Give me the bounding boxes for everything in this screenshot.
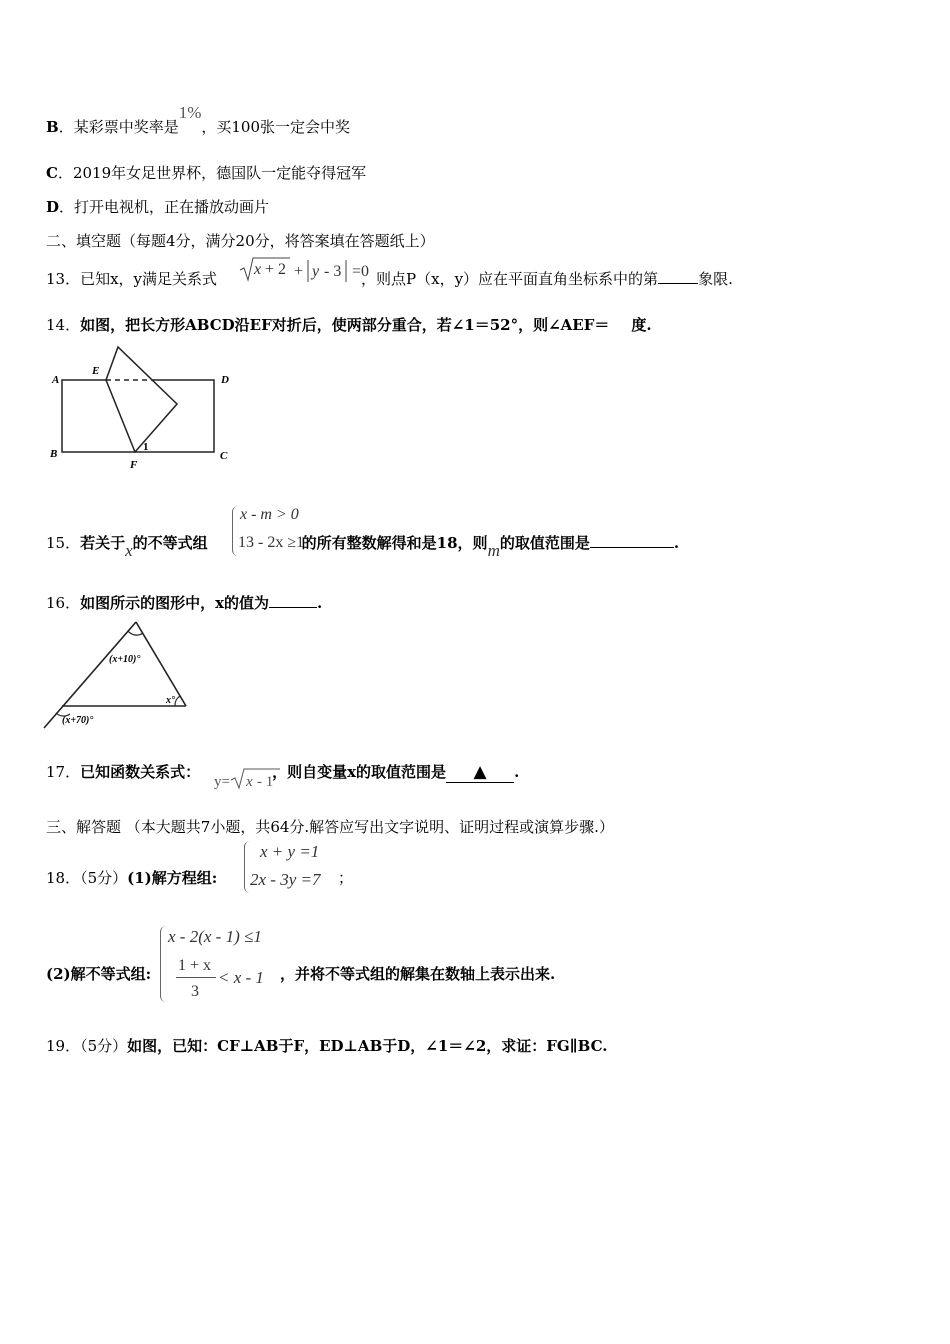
q14-text-a: 如图，把长方形ABCD沿EF对折后，使两部分重合，若∠1＝52°，则∠AEF＝ [80,316,610,334]
q14-number: 14． [46,316,81,334]
svg-text:x: x [246,774,253,790]
q14-rectangle-figure [44,340,244,475]
label-E: E [92,365,100,377]
question-14 [46,314,652,335]
option-b-post: ，买100张一定会中奖 [201,118,351,136]
q15-pre: 若关于 [80,534,126,552]
option-b [46,103,351,137]
q18-eq-1: x + y =1 [260,842,320,861]
option-c [46,162,366,183]
svg-text:- 3: - 3 [324,263,342,280]
q16-text: 如图所示的图形中，x的值为 [80,594,270,612]
svg-text:=0: =0 [352,263,370,280]
q15-post-b: 的取值范围是 [499,534,590,552]
option-d-label: D [46,198,60,216]
question-19 [46,1035,608,1056]
question-18-part-2 [46,963,151,984]
option-d-text: ．打开电视机，正在播放动画片 [59,198,270,216]
q17-formula-drawing [214,762,294,792]
percent-formula: 1% [178,103,202,122]
option-d [46,196,269,217]
q18-ineq-brace [160,926,166,1002]
svg-text:x: x [254,261,262,278]
q16-label-left: (x+70)° [62,715,94,726]
q18-semicolon: ； [338,869,354,887]
q16-end: . [317,594,323,612]
label-angle-1: 1 [143,441,149,453]
q18-part1-label: (1)解方程组: [127,869,218,887]
q16-triangle-figure [44,618,194,733]
svg-text:- 1: - 1 [257,774,274,790]
svg-text:y=: y= [214,774,230,790]
q16-number: 16． [46,594,81,612]
q15-var-x: x [125,541,133,560]
q16-label-top: (x+10)° [109,654,141,665]
q13-answer-blank[interactable] [658,283,698,284]
q15-number: 15． [46,534,81,552]
q15-answer-blank[interactable] [590,547,674,548]
q15-var-m: m [487,541,500,560]
question-18-part-1 [46,867,217,888]
q13-formula-drawing [236,254,386,284]
question-13 [46,268,733,289]
q18-score: （5分） [80,869,128,887]
option-b-label: B [46,118,59,136]
question-15 [46,532,680,560]
q18-part2-post [280,963,555,984]
section-2-title: 二、填空题（每题4分，满分20分，将答案填在答题纸上） [46,232,435,250]
label-D: D [221,374,229,386]
q18-part2-label: (2)解不等式组: [46,965,152,983]
q19-score: （5分） [80,1037,128,1055]
q18-eq-2: 2x - 3y =7 [250,870,321,889]
q16-label-right: x° [166,695,175,706]
q17-number: 17． [46,763,81,781]
q13-pre: 已知x，y满足关系式 [80,270,218,288]
label-B: B [50,448,58,460]
q13-number: 13． [46,270,81,288]
q17-end: . [514,763,520,781]
q15-post-a: 的所有整数解得和是18，则 [301,534,488,552]
q17-answer-triangle[interactable]: ▲ [446,762,514,783]
q18-ineq-1: x - 2(x - 1) ≤1 [168,927,262,946]
q18-frac-den: 3 [191,983,199,1000]
section-3-title: 三、解答题 （本大题共7小题，共64分.解答应写出文字说明、证明过程或演算步骤.） [46,818,614,836]
option-b-pre: ．某彩票中奖率是 [58,118,179,136]
q18-frac-bar [176,977,216,978]
q19-number: 19． [46,1037,81,1055]
q18-frac-rest: < x - 1 [218,968,264,987]
label-F: F [130,459,138,471]
q14-text-b: 度. [631,316,652,334]
option-c-text: ．2019年女足世界杯，德国队一定能夺得冠军 [57,164,367,182]
q18-number: 18． [46,869,81,887]
question-16 [46,592,322,613]
q13-post-b: 象限. [698,270,733,288]
option-c-label: C [46,164,58,182]
q15-post-c: . [673,534,680,552]
q15-mid: 的不等式组 [132,534,208,552]
q17-pre: 已知函数关系式： [80,763,201,781]
q15-ineq-1: x - m > 0 [240,506,299,523]
label-C: C [220,450,228,462]
q17-post: ，则自变量x的取值范围是 [272,763,447,781]
q18-frac-num: 1 + x [178,957,212,974]
svg-text:+: + [294,263,304,280]
label-A: A [52,374,60,386]
svg-text:+ 2: + 2 [265,261,287,278]
q15-ineq-2: 13 - 2x ≥1 [238,534,305,551]
q19-text: 如图，已知：CF⊥AB于F，ED⊥AB于D，∠1＝∠2，求证：FG∥BC. [127,1037,608,1055]
q13-post-a: ，则点P（x，y）应在平面直角坐标系中的第 [361,270,659,288]
q18-part2-text: ，并将不等式组的解集在数轴上表示出来. [280,965,556,983]
svg-text:y: y [312,263,320,280]
q16-answer-blank[interactable] [269,607,317,608]
